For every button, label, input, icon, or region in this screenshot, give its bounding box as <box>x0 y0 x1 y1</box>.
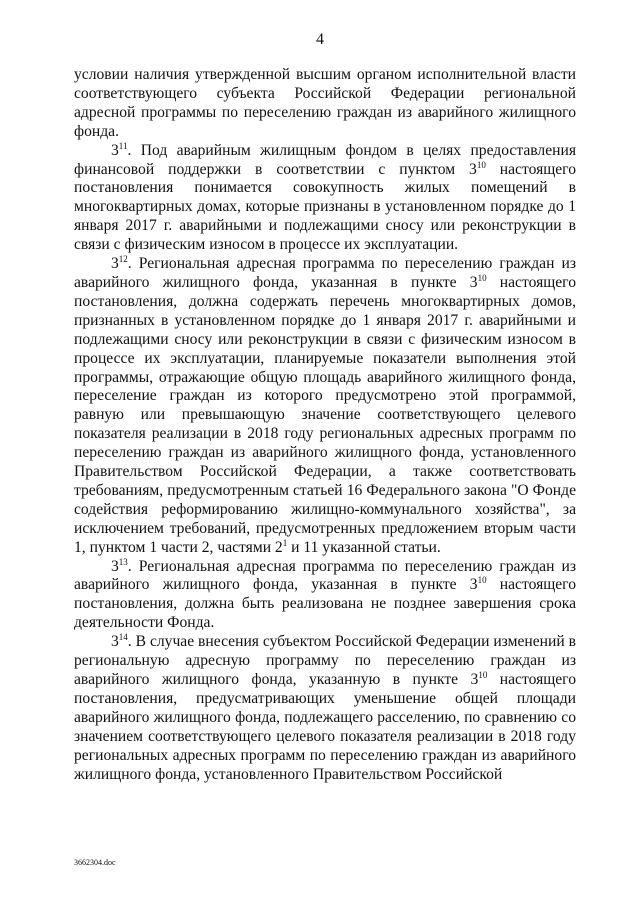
paragraph-text: настоящего постановления, должна быть реализована не позднее завершения срока деятельности Фонда. <box>74 576 576 632</box>
paragraph-text: настоящего постановления, должна содержать перечень многоквартирных домов, признанных в установленном порядке до 1 января 2017 г. аварийными и подлежащими сносу или реконструкции в связи с физическим износом в процессе их эксплуатации, планируемые показатели выполнения этой программы, отражающие общую площадь аварийного жилищного фонда, переселение граждан из которого предусмотрено этой программой, равную или превышающую значение соответствующего целевого показателя реализации в 2018 году региональных адресных программ по переселению граждан из аварийного жилищного фонда, установленного Правительством Российской Федерации, а также соответствовать требованиям, предусмотренным статьей 16 Федерального закона "О Фонде содействия реформированию жилищно-коммунального хозяйства", за исключением требований, предусмотренных предложением вторым части 1, пунктом 1 части 2, частями 2 <box>74 273 576 556</box>
reference-superscript: 10 <box>477 575 487 586</box>
document-file-code: 3662304.doc <box>74 858 116 867</box>
document-body <box>74 66 576 784</box>
paragraph-3-11 <box>74 142 576 255</box>
reference-superscript: 10 <box>478 670 488 680</box>
clause-superscript: 11 <box>118 140 128 151</box>
paragraph-3-12 <box>74 255 576 558</box>
clause-number: 3 <box>111 141 119 159</box>
clause-superscript: 13 <box>118 556 128 567</box>
clause-superscript: 14 <box>118 632 128 643</box>
reference-superscript: 1 <box>282 537 288 548</box>
page-number: 4 <box>316 31 324 48</box>
reference-superscript: 10 <box>477 272 487 283</box>
paragraph-text: настоящего постановления, предусматривающих уменьшение общей площади аварийного жилищного фонда, подлежащего расселению, по сравнению со значением соответствующего целевого показателя реализации в 2018 году региональных адресных программ по переселению граждан из аварийного жилищного фонда, установленного Правительством Российской <box>74 671 576 783</box>
clause-superscript: 12 <box>118 254 128 265</box>
paragraph-continuation <box>74 66 576 142</box>
clause-number: 3 <box>111 633 119 651</box>
paragraph-text: . Региональная адресная программа по переселению граждан из аварийного жилищного фонда, указанная в пункте 3 <box>74 255 576 291</box>
paragraph-3-14 <box>74 633 576 784</box>
paragraph-text: и 11 указанной статьи. <box>287 538 441 556</box>
paragraph-text: условии наличия утвержденной высшим органом исполнительной власти соответствующего субъекта Российской Федерации региональной адресной программы по переселению граждан из аварийного жилищного фонда. <box>74 66 576 140</box>
reference-superscript: 10 <box>476 159 486 170</box>
paragraph-text: настоящего постановления понимается совокупность жилых помещений в многоквартирных домах, которые признаны в установленном порядке до 1 января 2017 г. аварийными и подлежащими сносу или реконструкции в связи с физическим износом в процессе их эксплуатации. <box>74 160 576 254</box>
paragraph-text: . Региональная адресная программа по переселению граждан из аварийного жилищного фонда, указанная в пункте 3 <box>74 557 576 594</box>
paragraph-3-13 <box>74 558 576 634</box>
paragraph-text: . В случае внесения субъектом Российской Федерации изменений в региональную адресную программу по переселению граждан из аварийного жилищного фонда, указанную в пункте 3 <box>74 633 576 688</box>
clause-number: 3 <box>111 255 119 273</box>
clause-number: 3 <box>111 557 119 575</box>
paragraph-text: . Под аварийным жилищным фондом в целях предоставления финансовой поддержки в соответствии с пунктом 3 <box>74 141 576 178</box>
